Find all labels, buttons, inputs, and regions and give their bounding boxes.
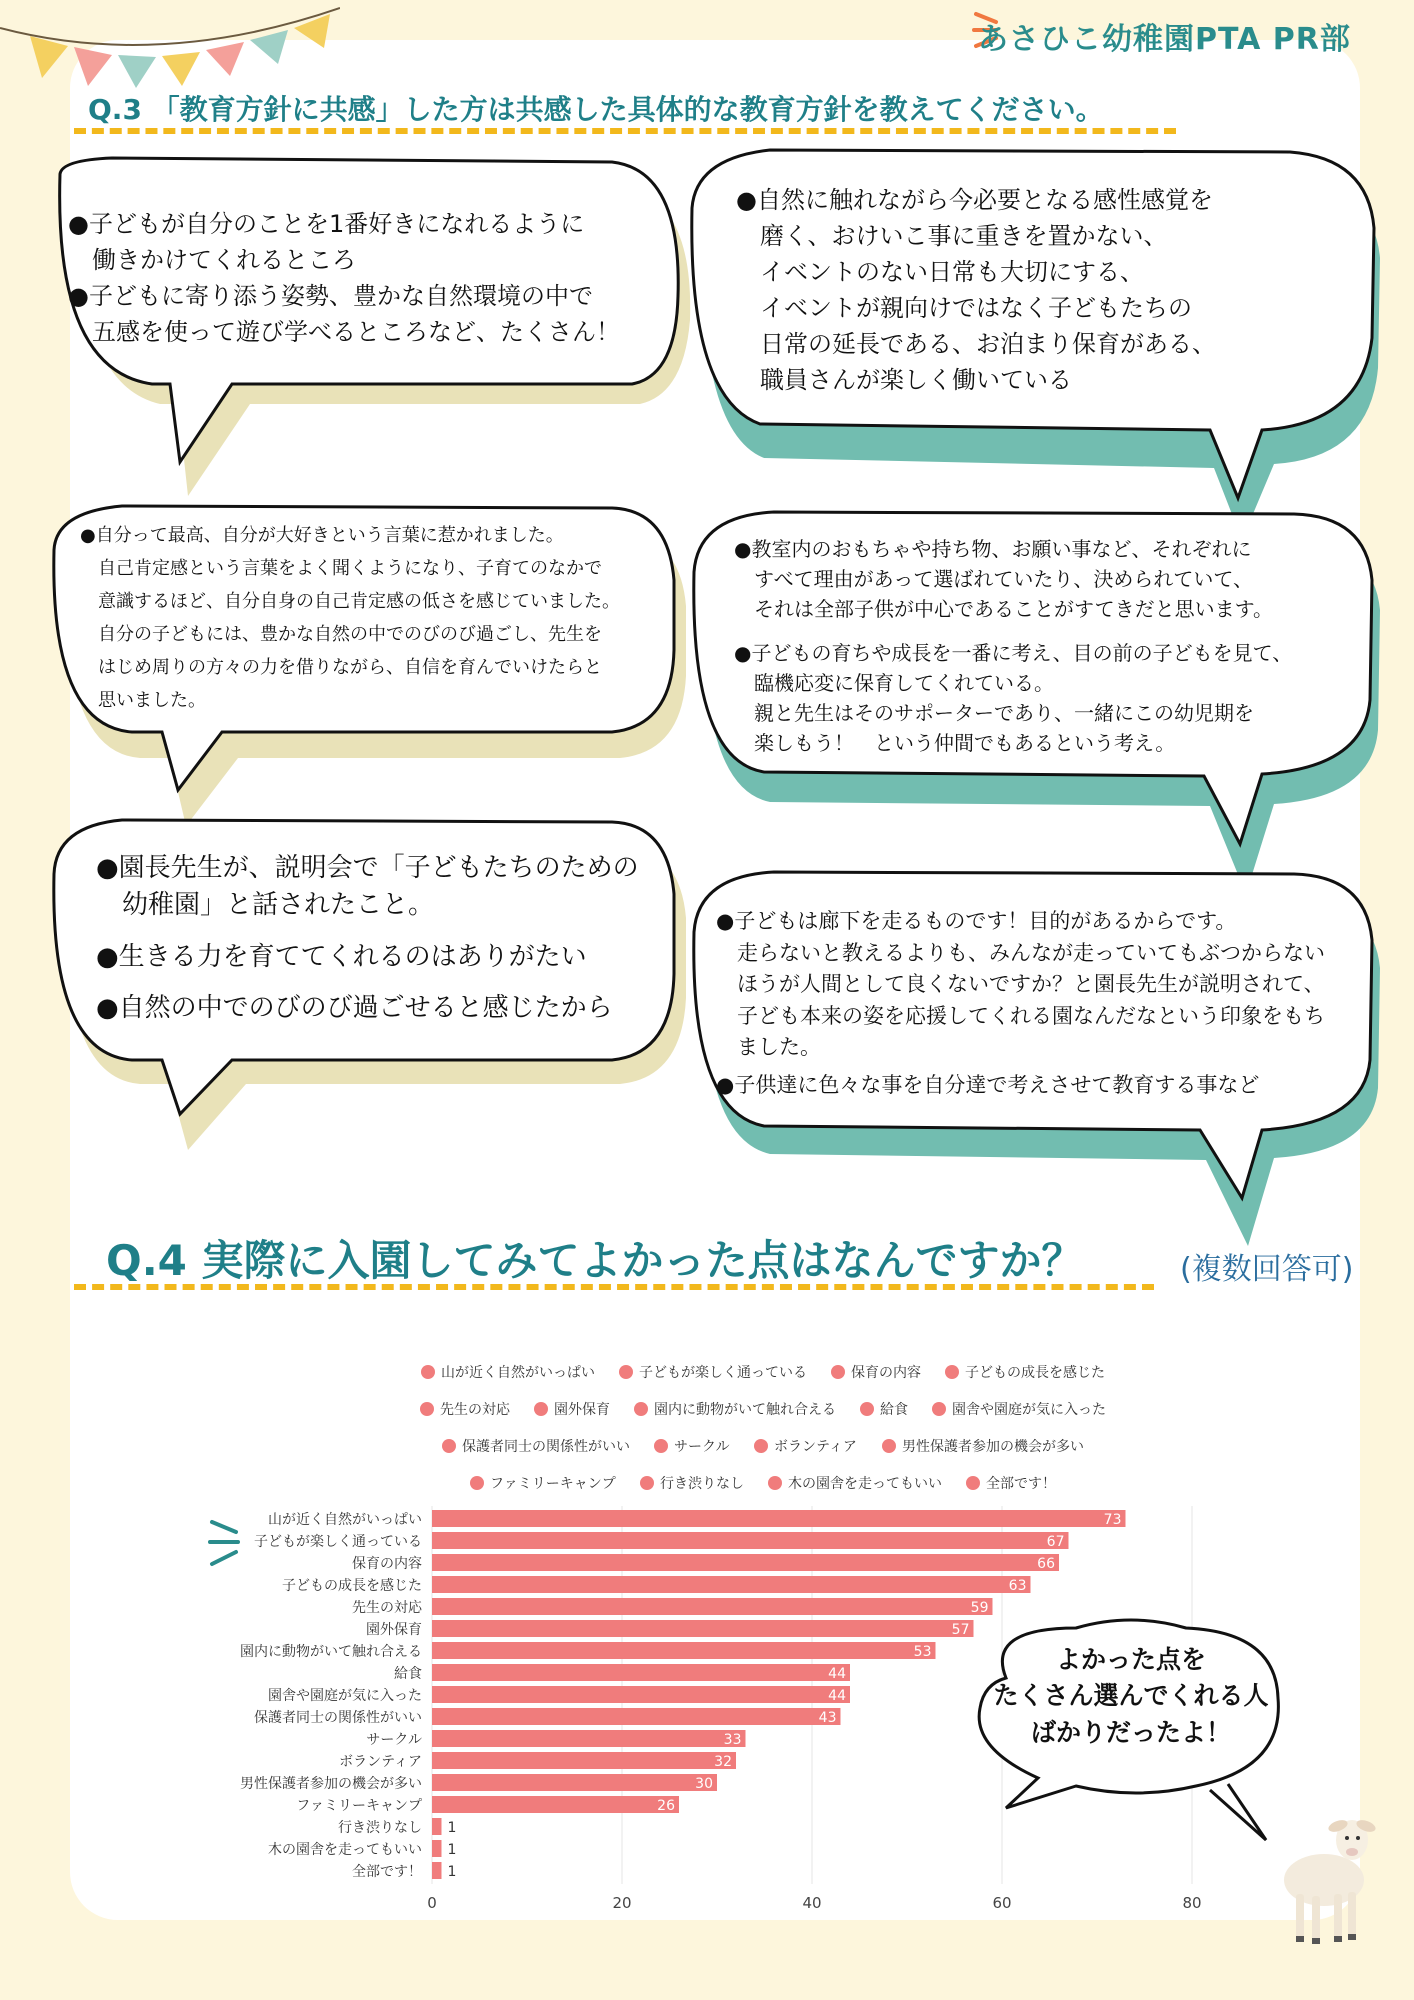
bar xyxy=(432,1510,1126,1527)
bubble-line: ●子どもは廊下を走るものです！目的があるからです。 xyxy=(716,909,1237,933)
data-label: 44 xyxy=(828,1688,846,1704)
legend-swatch xyxy=(640,1476,654,1490)
legend-swatch xyxy=(654,1439,668,1453)
bar xyxy=(432,1796,679,1813)
bubble-line: 働きかけてくれるところ xyxy=(68,246,356,274)
bubble-line: 磨く、おけいこ事に重きを置かない、 xyxy=(736,222,1168,250)
bar xyxy=(432,1532,1069,1549)
data-label: 26 xyxy=(657,1798,675,1814)
bar xyxy=(432,1576,1031,1593)
callout-text xyxy=(966,1642,1296,1751)
bar xyxy=(432,1664,850,1681)
bar xyxy=(432,1840,442,1857)
bubble-spacer xyxy=(96,925,639,939)
legend-swatch xyxy=(860,1402,874,1416)
bubble-3-text xyxy=(80,520,620,718)
bubble-1-text xyxy=(68,206,620,350)
bubble-line: ●子供達に色々な事を自分達で考えさせて教育する事など xyxy=(716,1072,1260,1097)
legend-swatch xyxy=(754,1439,768,1453)
data-label: 33 xyxy=(723,1732,742,1748)
bubble-line: すべて理由があって選ばれていたり、決められていて、 xyxy=(734,567,1253,591)
legend-label: 全部です！ xyxy=(986,1476,1056,1492)
bar xyxy=(432,1774,717,1791)
bubble-line: ●教室内のおもちゃや持ち物、お願い事など、それぞれに xyxy=(734,537,1252,561)
bubble-line: ●園長先生が、説明会で「子どもたちのための xyxy=(96,853,639,883)
bubble-line: ●子どもに寄り添う姿勢、豊かな自然環境の中で xyxy=(68,282,593,310)
legend-swatch xyxy=(831,1365,845,1379)
legend-label: 園外保育 xyxy=(554,1402,610,1418)
y-tick-label: 園舎や園庭が気に入った xyxy=(268,1688,422,1704)
bubble-line: ●自分って最高、自分が大好きという言葉に惹かれました。 xyxy=(80,525,564,546)
bar xyxy=(432,1686,850,1703)
legend-swatch xyxy=(534,1402,548,1416)
bubble-line: ●生きる力を育ててくれるのはありがたい xyxy=(96,941,587,972)
legend-swatch xyxy=(421,1365,435,1379)
q4-note: (複数回答可) xyxy=(1180,1252,1354,1287)
data-label: 59 xyxy=(970,1600,989,1616)
bubble-line: 子ども本来の姿を応援してくれる園なんだなという印象をもち xyxy=(716,1003,1325,1028)
bubble-line: はじめ周りの方々の力を借りながら、自信を育んでいけたらと xyxy=(80,656,602,678)
bar xyxy=(432,1862,442,1879)
data-label: 67 xyxy=(1046,1534,1065,1550)
legend-label: 先生の対応 xyxy=(440,1402,510,1418)
bubble-6-text xyxy=(716,906,1325,1101)
legend-swatch xyxy=(882,1439,896,1453)
bubble-3 xyxy=(52,506,680,810)
emphasis-lines-icon xyxy=(206,1512,246,1572)
legend-swatch xyxy=(966,1476,980,1490)
callout-line: ばかりだったよ！ xyxy=(1030,1717,1231,1747)
bubble-line: イベントが親向けではなく子どもたちの xyxy=(736,294,1192,322)
y-tick-label: 子どもが楽しく通っている xyxy=(254,1534,422,1550)
bubble-4 xyxy=(694,516,1384,878)
data-label: 44 xyxy=(828,1666,846,1682)
legend-label: ファミリーキャンプ xyxy=(490,1476,616,1492)
legend-swatch xyxy=(619,1365,633,1379)
bubble-line: 意識するほど、自分自身の自己肯定感の低さを感じていました。 xyxy=(80,590,620,612)
legend-label: 保護者同士の関係性がいい xyxy=(462,1439,630,1455)
legend-label: 男性保護者参加の機会が多い xyxy=(902,1439,1084,1455)
legend-label: ボランティア xyxy=(774,1439,857,1455)
bubble-line: 職員さんが楽しく働いている xyxy=(736,366,1072,394)
bar xyxy=(432,1730,746,1747)
bubble-line: ●子どもの育ちや成長を一番に考え、目の前の子どもを見て、 xyxy=(734,641,1293,665)
bubble-line: 自己肯定感という言葉をよく聞くようになり、子育てのなかで xyxy=(80,557,602,579)
y-tick-label: 木の園舎を走ってもいい xyxy=(268,1842,422,1858)
y-tick-label: ファミリーキャンプ xyxy=(296,1798,422,1814)
bubble-line: イベントのない日常も大切にする、 xyxy=(736,258,1144,286)
bubble-line: ほうが人間として良くないですか？と園長先生が説明されて、 xyxy=(716,972,1325,996)
bar xyxy=(432,1818,442,1835)
data-label: 57 xyxy=(951,1622,970,1638)
x-tick-label: 0 xyxy=(427,1894,437,1912)
bar xyxy=(432,1708,841,1725)
bubble-line: 走らないと教えるよりも、みんなが走っていてもぶつからない xyxy=(716,940,1325,965)
bar xyxy=(432,1598,993,1615)
x-tick-label: 20 xyxy=(612,1894,632,1912)
legend-swatch xyxy=(634,1402,648,1416)
bar xyxy=(432,1620,974,1637)
legend-label: 保育の内容 xyxy=(851,1365,921,1381)
data-label: 66 xyxy=(1037,1556,1055,1572)
bubble-line: それは全部子供が中心であることがすてきだと思います。 xyxy=(734,597,1273,621)
legend-label: 子どもの成長を感じた xyxy=(965,1365,1105,1381)
bubble-line: ●子どもが自分のことを1番好きになれるように xyxy=(68,210,585,238)
bubble-2-text xyxy=(736,182,1216,398)
bubble-line: 楽しもう！ という仲間でもあるという考え。 xyxy=(734,731,1176,755)
legend-swatch xyxy=(420,1402,434,1416)
bubble-line: ました。 xyxy=(716,1035,821,1059)
y-tick-label: 保護者同士の関係性がいい xyxy=(254,1710,422,1726)
y-tick-label: サークル xyxy=(366,1732,422,1748)
y-tick-label: 行き渋りなし xyxy=(338,1820,422,1836)
legend-swatch xyxy=(945,1365,959,1379)
legend-swatch xyxy=(932,1402,946,1416)
bar xyxy=(432,1554,1059,1571)
data-label: 43 xyxy=(818,1710,837,1726)
bubble-line: 臨機応変に保育してくれている。 xyxy=(734,671,1054,695)
bubble-6 xyxy=(694,876,1384,1228)
q4-title: Q.4 実際に入園してみてよかった点はなんですか？ xyxy=(106,1236,1084,1285)
goat-illustration xyxy=(1262,1790,1382,1950)
legend-label: 園舎や園庭が気に入った xyxy=(952,1402,1106,1418)
legend-label: サークル xyxy=(674,1439,730,1455)
q4-title-underline xyxy=(74,1284,1154,1290)
x-tick-label: 40 xyxy=(802,1894,822,1912)
bubble-line: 思いました。 xyxy=(80,689,206,711)
data-label: 73 xyxy=(1103,1512,1122,1528)
q3-title-underline xyxy=(74,128,1176,134)
bubble-1 xyxy=(52,156,680,476)
y-tick-label: 保育の内容 xyxy=(352,1556,422,1572)
y-tick-label: 先生の対応 xyxy=(352,1600,422,1616)
q3-title: Q.3 「教育方針に共感」した方は共感した具体的な教育方針を教えてください。 xyxy=(88,93,1104,126)
y-tick-label: 給食 xyxy=(394,1666,422,1682)
data-label: 30 xyxy=(695,1776,713,1792)
data-label: 53 xyxy=(913,1644,932,1660)
data-label: 1 xyxy=(447,1864,457,1880)
callout-line: たくさん選んでくれる人 xyxy=(993,1681,1269,1711)
bubble-5 xyxy=(52,820,680,1140)
data-label: 1 xyxy=(447,1842,457,1858)
legend-label: 木の園舎を走ってもいい xyxy=(788,1476,942,1492)
callout-line: よかった点を xyxy=(1055,1645,1206,1674)
data-label: 32 xyxy=(714,1754,732,1770)
legend-label: 園内に動物がいて触れ合える xyxy=(654,1402,836,1418)
x-tick-label: 80 xyxy=(1182,1894,1202,1912)
y-tick-label: 男性保護者参加の機会が多い xyxy=(240,1776,422,1792)
data-label: 63 xyxy=(1008,1578,1027,1594)
legend-label: 子どもが楽しく通っている xyxy=(639,1365,807,1381)
bar xyxy=(432,1642,936,1659)
y-tick-label: 山が近く自然がいっぱい xyxy=(268,1512,422,1528)
legend-swatch xyxy=(470,1476,484,1490)
bubble-4-text xyxy=(734,534,1292,758)
bubble-line: ●自然に触れながら今必要となる感性感覚を xyxy=(736,186,1213,214)
org-name: あさひこ幼稚園PTA PR部 xyxy=(978,22,1351,57)
y-tick-label: 園内に動物がいて触れ合える xyxy=(240,1644,422,1660)
bubble-line: 親と先生はそのサポーターであり、一緒にこの幼児期を xyxy=(734,701,1254,725)
bubble-5-text xyxy=(96,850,639,1028)
bubble-line: 五感を使って遊び学べるところなど、たくさん！ xyxy=(68,318,620,346)
y-tick-label: 全部です！ xyxy=(352,1864,422,1880)
x-tick-label: 60 xyxy=(992,1894,1012,1912)
bar xyxy=(432,1752,736,1769)
legend-label: 山が近く自然がいっぱい xyxy=(441,1365,595,1381)
legend-swatch xyxy=(768,1476,782,1490)
legend-swatch xyxy=(442,1439,456,1453)
bubble-line: 日常の延長である、お泊まり保育がある、 xyxy=(736,330,1216,358)
bubble-line: ●自然の中でのびのび過ごせると感じたから xyxy=(96,993,613,1024)
bubble-spacer xyxy=(734,624,1292,638)
y-tick-label: 子どもの成長を感じた xyxy=(282,1578,422,1594)
bubble-line: 自分の子どもには、豊かな自然の中でのびのび過ごし、先生を xyxy=(80,623,602,645)
bubble-line: 幼稚園」と話されたこと。 xyxy=(96,890,435,921)
bunting-decoration xyxy=(0,0,340,90)
bubble-2 xyxy=(690,148,1380,528)
y-tick-label: 園外保育 xyxy=(366,1622,422,1638)
legend-label: 行き渋りなし xyxy=(660,1476,744,1492)
data-label: 1 xyxy=(447,1820,457,1836)
y-tick-label: ボランティア xyxy=(339,1754,422,1770)
bubble-spacer xyxy=(96,976,639,990)
legend-label: 給食 xyxy=(880,1402,908,1418)
